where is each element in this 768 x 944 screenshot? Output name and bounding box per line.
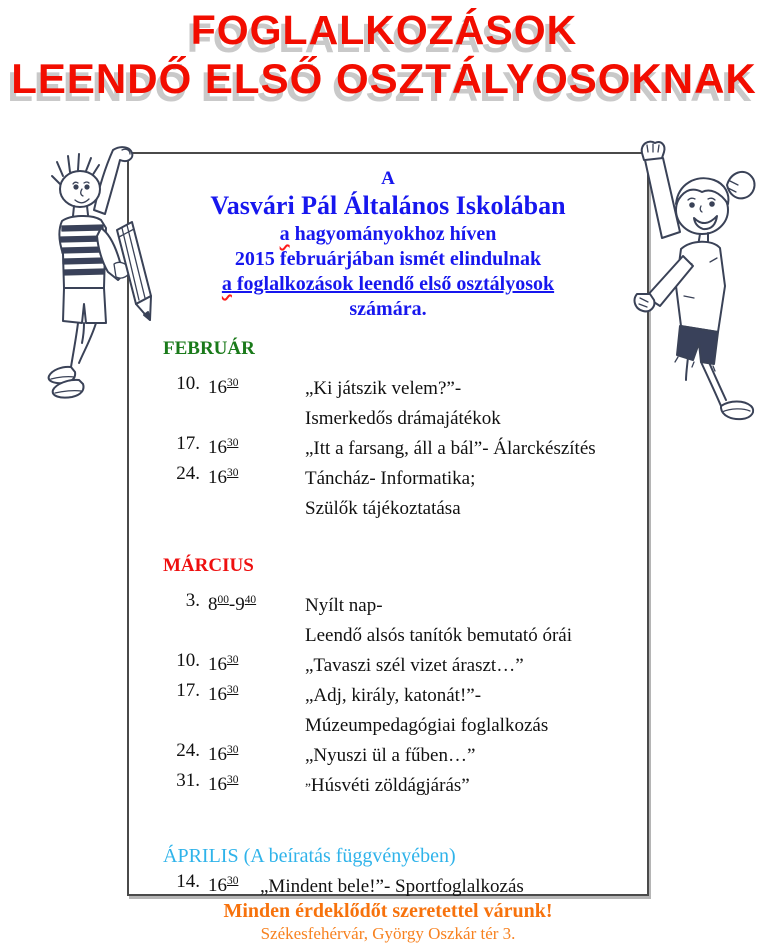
- intro-line-3-rest: hagyományokhoz híven: [289, 223, 497, 245]
- intro-line-4: 2015 februárjában ismét elindulnak: [234, 248, 542, 270]
- schedule-row: [163, 869, 647, 899]
- schedule-row: [163, 491, 647, 521]
- row-time: [200, 491, 305, 521]
- row-description: „Ki játszik velem?”-: [305, 378, 462, 399]
- section-heading-march: MÁRCIUS: [163, 555, 254, 576]
- row-time: $16^{30}$: [208, 774, 239, 795]
- schedule-row: [163, 768, 647, 798]
- row-time: $16^{30}$: [208, 684, 239, 705]
- schedule-row: [163, 371, 647, 401]
- row-date: [163, 618, 200, 648]
- row-time: [200, 708, 305, 738]
- section-heading-february: FEBRUÁR: [163, 338, 255, 359]
- underlined-phrase: [222, 273, 554, 295]
- intro-line-6: számára.: [349, 298, 427, 320]
- row-date: 17.: [176, 680, 200, 701]
- row-date: 17.: [176, 433, 200, 454]
- row-time: $16^{30}$: [208, 875, 239, 896]
- row-date: [163, 708, 200, 738]
- schedule-row: [163, 431, 647, 461]
- row-date: 14.: [176, 871, 200, 892]
- schedule-row: [163, 738, 647, 768]
- row-time: [200, 401, 305, 431]
- row-date: [163, 491, 200, 521]
- address-text: Székesfehérvár, György Oszkár tér 3.: [260, 924, 516, 943]
- section-heading-april: ÁPRILIS (A beíratás függvényében): [163, 845, 456, 867]
- schedule-row: [163, 588, 647, 618]
- march-rows: [163, 588, 647, 798]
- content-box: [127, 152, 649, 943]
- april-rows: [163, 869, 647, 899]
- row-description: Leendő alsós tanítók bemutató órái: [305, 625, 572, 646]
- schedule-row: [163, 618, 647, 648]
- school-name: Vasvári Pál Általános Iskolában: [210, 191, 566, 220]
- page-title-line1: FOGLALKOZÁSOK: [190, 7, 578, 53]
- row-description: „Nyuszi ül a fűben…”: [305, 745, 476, 766]
- schedule-row: [163, 708, 647, 738]
- row-time: $16^{30}$: [208, 654, 239, 675]
- row-description: Szülők tájékoztatása: [305, 498, 461, 519]
- row-date: 10.: [176, 373, 200, 394]
- row-description: „Adj, király, katonát!”-: [305, 685, 482, 706]
- row-description: Ismerkedős drámajátékok: [305, 408, 501, 429]
- schedule-row: [163, 401, 647, 431]
- row-time: $16^{30}$: [208, 744, 239, 765]
- row-date: 3.: [185, 590, 200, 611]
- row-time: $16^{30}$: [208, 467, 239, 488]
- intro-line-3: [129, 222, 647, 247]
- february-rows: [163, 371, 647, 521]
- row-description: Múzeumpedagógiai foglalkozás: [305, 715, 549, 736]
- intro-block: [129, 168, 647, 322]
- row-time: $16^{30}$: [208, 377, 239, 398]
- row-time: $8^{00}-9^{40}$: [208, 594, 257, 615]
- schedule-row: [163, 678, 647, 708]
- row-time: [200, 618, 305, 648]
- schedule-row: [163, 648, 647, 678]
- row-date: [163, 401, 200, 431]
- row-description: Táncház- Informatika;: [305, 468, 476, 489]
- spellcheck-word: a: [221, 273, 232, 295]
- row-description: „Mindent bele!”- Sportfoglalkozás: [260, 876, 524, 897]
- row-description: Nyílt nap-: [305, 595, 383, 616]
- row-date: 10.: [176, 650, 200, 671]
- row-time: $16^{30}$: [208, 437, 239, 458]
- row-description: „Tavaszi szél vizet áraszt…”: [305, 655, 524, 676]
- schedule-row: [163, 461, 647, 491]
- row-date: 24.: [176, 463, 200, 484]
- invitation-text: Minden érdeklődőt szeretettel várunk!: [223, 900, 553, 922]
- row-description: „Húsvéti zöldágjárás”: [305, 773, 470, 796]
- page-title-line2: LEENDŐ ELSŐ OSZTÁLYOSOKNAK: [11, 55, 757, 103]
- row-description: „Itt a farsang, áll a bál”- Álarckészítés: [305, 438, 596, 459]
- intro-line-5: [129, 272, 647, 297]
- page-title: [0, 6, 768, 104]
- intro-line-a: A: [381, 168, 395, 189]
- intro-line-5-rest: foglalkozások leendő első osztályosok: [231, 273, 555, 295]
- row-date: 24.: [176, 740, 200, 761]
- spellcheck-word: a: [279, 223, 290, 245]
- row-date: 31.: [176, 770, 200, 791]
